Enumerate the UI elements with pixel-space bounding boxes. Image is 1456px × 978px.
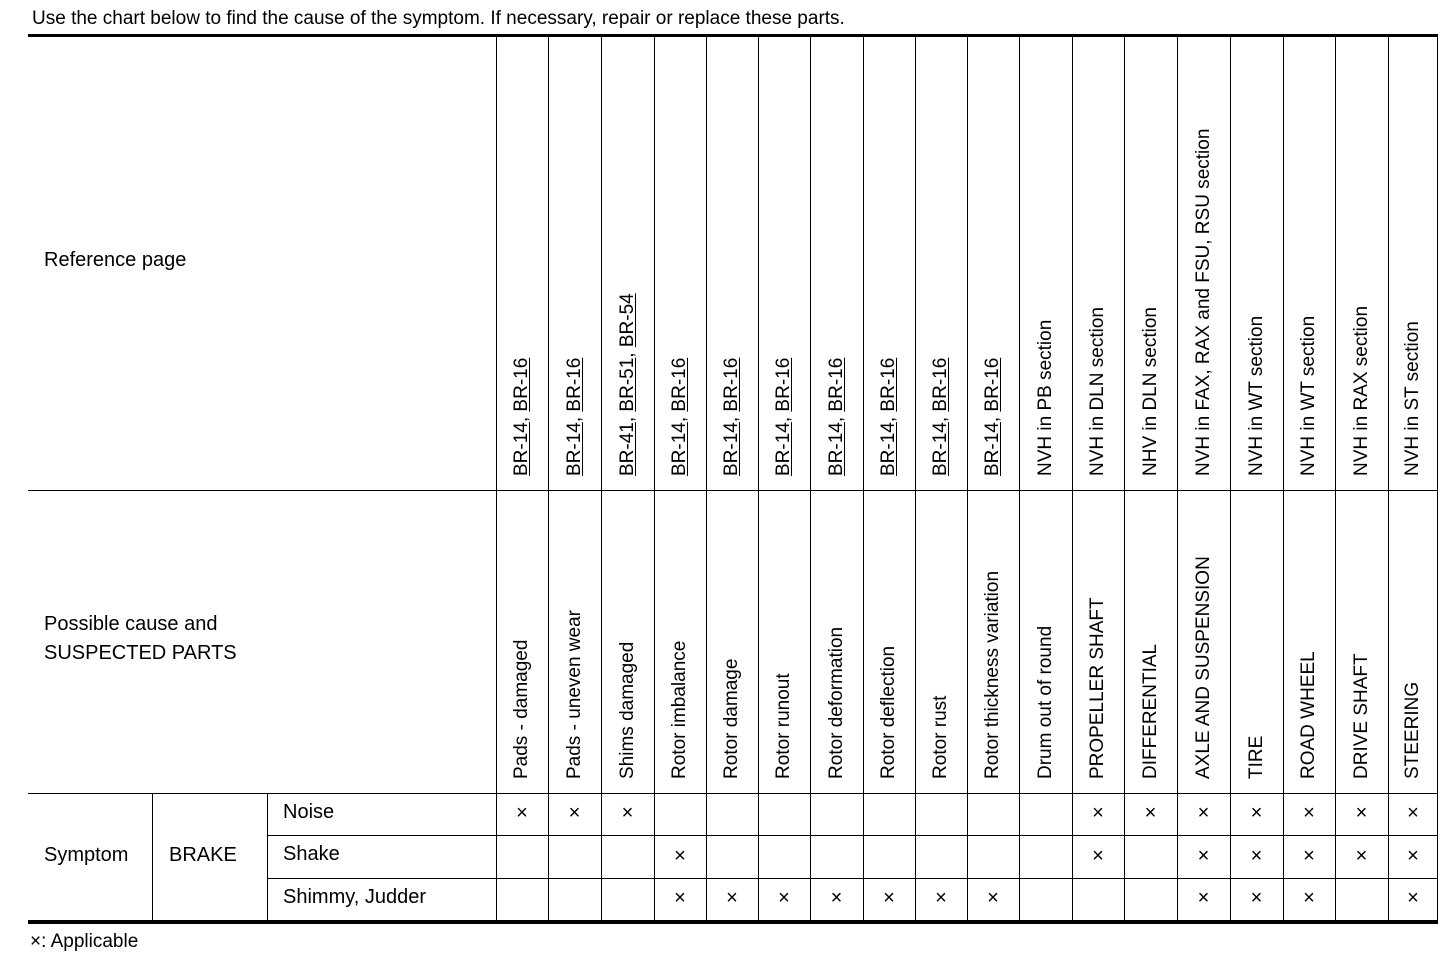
reference-page-cell	[877, 358, 901, 476]
column-divider	[1283, 37, 1284, 920]
applicable-legend: ×: Applicable	[30, 931, 139, 952]
symptom-name: Noise	[283, 801, 335, 823]
reference-page-link[interactable]: BR-16	[721, 357, 742, 412]
reference-page-text: ,	[511, 411, 532, 423]
suspected-part-cell: STEERING	[1402, 681, 1423, 779]
reference-page-cell	[1401, 321, 1425, 476]
suspected-part-cell: DRIVE SHAFT	[1350, 653, 1372, 779]
reference-page-link[interactable]: BR-14	[825, 422, 847, 476]
applicable-mark: ×	[1250, 802, 1263, 824]
applicable-mark: ×	[1250, 844, 1263, 867]
column-divider	[1177, 37, 1178, 920]
reference-page-text: NVH in WT section	[1245, 315, 1267, 476]
reference-page-link[interactable]: BR-14	[930, 422, 951, 476]
applicable-mark: ×	[621, 802, 634, 824]
column-divider	[1437, 37, 1438, 920]
suspected-part-cell: Pads - uneven wear	[563, 610, 585, 779]
column-divider	[1072, 37, 1073, 920]
column-divider	[548, 37, 549, 920]
reference-page-link[interactable]: BR-16	[982, 357, 1003, 412]
reference-page-cell	[1139, 307, 1163, 476]
suspected-part-cell: Rotor thickness variation	[982, 570, 1003, 779]
applicable-mark: ×	[987, 887, 999, 909]
applicable-mark: ×	[568, 802, 581, 824]
reference-page-text: ,	[930, 411, 951, 423]
applicable-mark: ×	[1197, 802, 1210, 824]
applicable-mark: ×	[1407, 802, 1419, 824]
reference-page-link[interactable]: BR-16	[930, 357, 951, 412]
symptom-row-divider	[267, 835, 1438, 836]
reference-page-cell	[1034, 320, 1058, 476]
symptom-label: Symptom	[44, 844, 129, 866]
reference-page-text: ,	[563, 411, 585, 423]
column-divider	[706, 37, 707, 920]
applicable-mark: ×	[674, 887, 686, 909]
reference-page-text: NVH in FAX, RAX and FSU, RSU section	[1192, 128, 1214, 476]
column-divider	[496, 37, 497, 920]
column-divider	[967, 37, 968, 920]
applicable-mark: ×	[778, 887, 790, 909]
reference-page-text: ,	[616, 347, 638, 358]
column-divider	[863, 37, 864, 920]
suspected-part-cell: Pads - damaged	[511, 639, 532, 779]
reference-page-cell	[1245, 316, 1269, 476]
column-divider	[601, 37, 602, 920]
column-divider	[758, 37, 759, 920]
reference-page-text: ,	[825, 411, 847, 423]
applicable-mark: ×	[1407, 844, 1419, 867]
suspected-part-cell: Rotor runout	[773, 673, 794, 779]
column-divider	[1124, 37, 1125, 920]
reference-page-link[interactable]: BR-16	[669, 357, 690, 412]
applicable-mark: ×	[1092, 802, 1104, 824]
category-column-divider	[152, 793, 153, 920]
reference-page-cell	[510, 358, 534, 476]
reference-page-cell	[668, 358, 692, 476]
column-divider	[810, 37, 811, 920]
reference-page-cell	[772, 358, 796, 476]
applicable-mark: ×	[1250, 887, 1263, 909]
reference-page-link[interactable]: BR-14	[669, 422, 690, 476]
suspected-part-cell: PROPELLER SHAFT	[1087, 597, 1108, 779]
column-divider	[1335, 37, 1336, 920]
reference-page-text: NVH in PB section	[1034, 319, 1056, 476]
suspected-part-cell: Rotor deflection	[878, 645, 899, 779]
reference-page-link[interactable]: BR-16	[563, 357, 585, 412]
reference-page-label: Reference page	[44, 249, 187, 271]
reference-page-link[interactable]: BR-14	[511, 422, 532, 476]
applicable-mark: ×	[1197, 844, 1210, 867]
column-divider	[654, 37, 655, 920]
applicable-mark: ×	[1197, 887, 1210, 909]
reference-page-text: ,	[669, 411, 690, 423]
applicable-mark: ×	[1092, 844, 1104, 867]
suspected-part-cell: Rotor deformation	[825, 626, 847, 779]
table-bottom-rule	[28, 920, 1438, 924]
symptom-name: Shimmy, Judder	[283, 886, 427, 908]
reference-row-divider	[28, 490, 1438, 491]
reference-page-link[interactable]: BR-16	[878, 357, 899, 412]
applicable-mark: ×	[1407, 887, 1419, 909]
chart-instruction: Use the chart below to find the cause of the symptom. If necessary, repair or replace these parts.	[32, 8, 845, 29]
reference-page-cell	[720, 358, 744, 476]
reference-page-link[interactable]: BR-14	[982, 422, 1003, 476]
applicable-mark: ×	[674, 844, 686, 867]
reference-page-link[interactable]: BR-16	[825, 357, 847, 412]
applicable-mark: ×	[1303, 887, 1315, 909]
column-divider	[1230, 37, 1231, 920]
applicable-mark: ×	[516, 802, 528, 824]
reference-page-text: ,	[721, 411, 742, 423]
reference-page-cell	[929, 358, 953, 476]
suspected-part-cell: Rotor rust	[930, 695, 951, 779]
suspected-part-cell: Shims damaged	[616, 641, 638, 779]
reference-page-link[interactable]: BR-16	[773, 357, 794, 412]
reference-page-text: ,	[773, 411, 794, 423]
reference-page-link[interactable]: BR-14	[721, 422, 742, 476]
symptom-row-divider	[267, 878, 1438, 879]
brake-category-label: BRAKE	[169, 844, 237, 866]
suspected-part-cell: ROAD WHEEL	[1298, 651, 1319, 779]
applicable-mark: ×	[726, 887, 738, 909]
reference-page-text: NVH in RAX section	[1350, 305, 1372, 476]
reference-page-cell	[981, 358, 1005, 476]
symptom-name-column-divider	[267, 793, 268, 920]
column-divider	[1019, 37, 1020, 920]
reference-page-text: NHV in DLN section	[1139, 307, 1161, 476]
applicable-mark: ×	[1303, 844, 1315, 867]
parts-row-divider	[28, 793, 1438, 794]
reference-page-cell	[616, 293, 640, 476]
reference-page-text: NVH in WT section	[1298, 315, 1319, 476]
reference-page-link[interactable]: BR-14	[563, 422, 585, 476]
reference-page-link[interactable]: BR-14	[773, 422, 794, 476]
applicable-mark: ×	[830, 887, 843, 909]
applicable-mark: ×	[883, 887, 895, 909]
reference-page-text: ,	[616, 411, 638, 423]
applicable-mark: ×	[1355, 844, 1368, 867]
reference-page-text: NVH in DLN section	[1087, 307, 1108, 476]
suspected-part-cell: Rotor imbalance	[669, 640, 690, 779]
reference-page-cell	[825, 358, 849, 476]
reference-page-cell	[1297, 316, 1321, 476]
reference-page-cell	[1192, 129, 1216, 476]
possible-cause-label: Possible cause and SUSPECTED PARTS	[44, 613, 237, 664]
column-divider	[1388, 37, 1389, 920]
reference-page-cell	[1350, 306, 1374, 476]
reference-page-link[interactable]: BR-54	[616, 293, 638, 348]
reference-page-text: ,	[982, 411, 1003, 423]
reference-page-link[interactable]: BR-16	[511, 357, 532, 412]
applicable-mark: ×	[1144, 802, 1157, 824]
suspected-part-cell: AXLE AND SUSPENSION	[1192, 556, 1214, 779]
applicable-mark: ×	[1355, 802, 1368, 824]
symptom-name: Shake	[283, 843, 340, 865]
suspected-part-cell: Rotor damage	[721, 658, 742, 779]
reference-page-link[interactable]: BR-51	[616, 357, 638, 412]
reference-page-link[interactable]: BR-41	[616, 422, 638, 476]
applicable-mark: ×	[935, 887, 947, 909]
reference-page-text: NVH in ST section	[1402, 321, 1423, 476]
reference-page-text: ,	[878, 411, 899, 423]
column-divider	[915, 37, 916, 920]
reference-page-cell	[563, 358, 587, 476]
reference-page-cell	[1086, 307, 1110, 476]
suspected-part-cell: DIFFERENTIAL	[1139, 643, 1161, 779]
suspected-part-cell: TIRE	[1245, 735, 1267, 779]
reference-page-link[interactable]: BR-14	[878, 422, 899, 476]
suspected-part-cell: Drum out of round	[1034, 625, 1056, 779]
table-top-rule	[28, 34, 1438, 37]
applicable-mark: ×	[1303, 802, 1315, 824]
